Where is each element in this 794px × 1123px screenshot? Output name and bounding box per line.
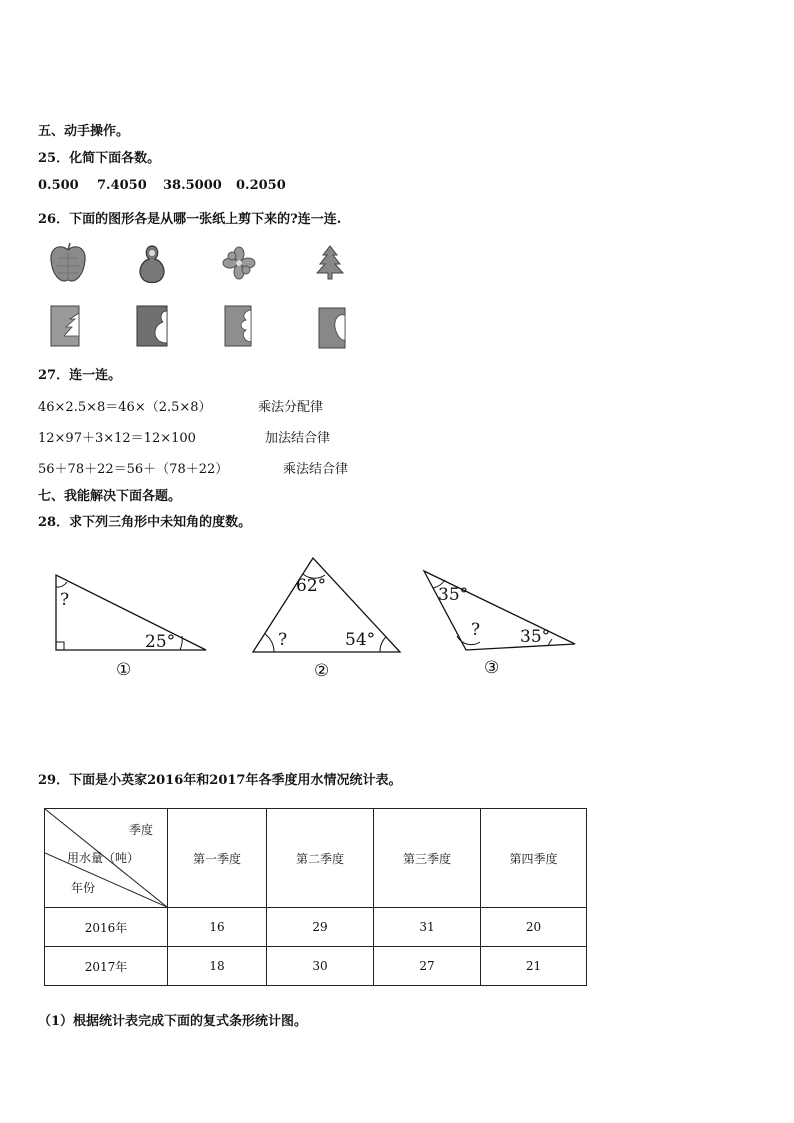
corner-label-season: 季度 [129,823,154,837]
water-usage-table [44,808,587,986]
table-cell: 20 [481,908,587,947]
table-header-cell: 第四季度 [481,809,587,908]
table-cell: 16 [168,908,267,947]
table-header-row [45,809,587,908]
table-cell: 21 [481,947,587,986]
triangle-2-angle-b: ? [278,630,288,650]
apple-shape-icon [48,242,88,286]
triangle-2-figure [250,554,404,654]
number-item: 0.2050 [236,178,286,193]
section-7-heading: 七、我能解决下面各题。 [38,489,182,504]
law-item: 乘法分配律 [258,400,324,415]
triangle-3-marker: ③ [484,658,500,678]
table-header-cell: 第一季度 [168,809,267,908]
corner-label-usage: 用水量（吨） [67,851,140,865]
triangle-3-figure [420,566,580,654]
question-26-title: 26．下面的图形各是从哪一张纸上剪下来的?连一连. [38,212,342,227]
folded-paper-apple-icon [318,307,346,349]
law-item: 加法结合律 [265,431,331,446]
expression-item: 12×97＋3×12＝12×100 [38,431,196,446]
table-cell: 31 [374,908,481,947]
table-year-cell: 2017年 [45,947,168,986]
folded-paper-flower-icon [224,305,252,347]
question-27-title: 27．连一连。 [38,368,122,383]
table-row [45,908,587,947]
table-header-cell: 第三季度 [374,809,481,908]
table-year-cell: 2016年 [45,908,168,947]
expression-item: 56＋78＋22＝56＋（78＋22） [38,462,229,477]
question-25-title: 25．化简下面各数。 [38,151,161,166]
triangle-1-figure [50,570,212,656]
section-5-heading: 五、动手操作。 [38,124,130,139]
triangle-3-angle-a: 35° [438,585,469,605]
table-cell: 30 [267,947,374,986]
triangle-2-marker: ② [314,661,330,681]
triangle-3-angle-c: 35° [520,627,551,647]
folded-paper-tree-icon [50,305,80,347]
number-item: 0.500 [38,178,79,193]
expression-item: 46×2.5×8＝46×（2.5×8） [38,400,212,415]
triangle-1-angle-a: ? [60,590,70,610]
triangle-2-angle-a: 62° [296,576,327,596]
table-header-cell: 第二季度 [267,809,374,908]
law-item: 乘法结合律 [283,462,349,477]
number-item: 38.5000 [163,178,222,193]
gourd-shape-icon [136,244,168,286]
question-29-sub-1: （1）根据统计表完成下面的复式条形统计图。 [38,1014,308,1029]
question-29-title: 29．下面是小英家2016年和2017年各季度用水情况统计表。 [38,773,402,788]
number-item: 7.4050 [97,178,147,193]
table-corner-cell [45,809,168,908]
folded-paper-gourd-icon [136,305,168,347]
triangle-1-angle-b: 25° [145,632,176,652]
tree-shape-icon [315,244,345,280]
triangle-2-angle-c: 54° [345,630,376,650]
table-cell: 29 [267,908,374,947]
triangle-3-angle-b: ? [471,620,481,640]
table-cell: 27 [374,947,481,986]
flower-shape-icon [222,246,256,280]
question-28-title: 28．求下列三角形中未知角的度数。 [38,515,252,530]
table-row [45,947,587,986]
triangle-1-marker: ① [116,660,132,680]
corner-label-year: 年份 [71,881,96,895]
table-cell: 18 [168,947,267,986]
